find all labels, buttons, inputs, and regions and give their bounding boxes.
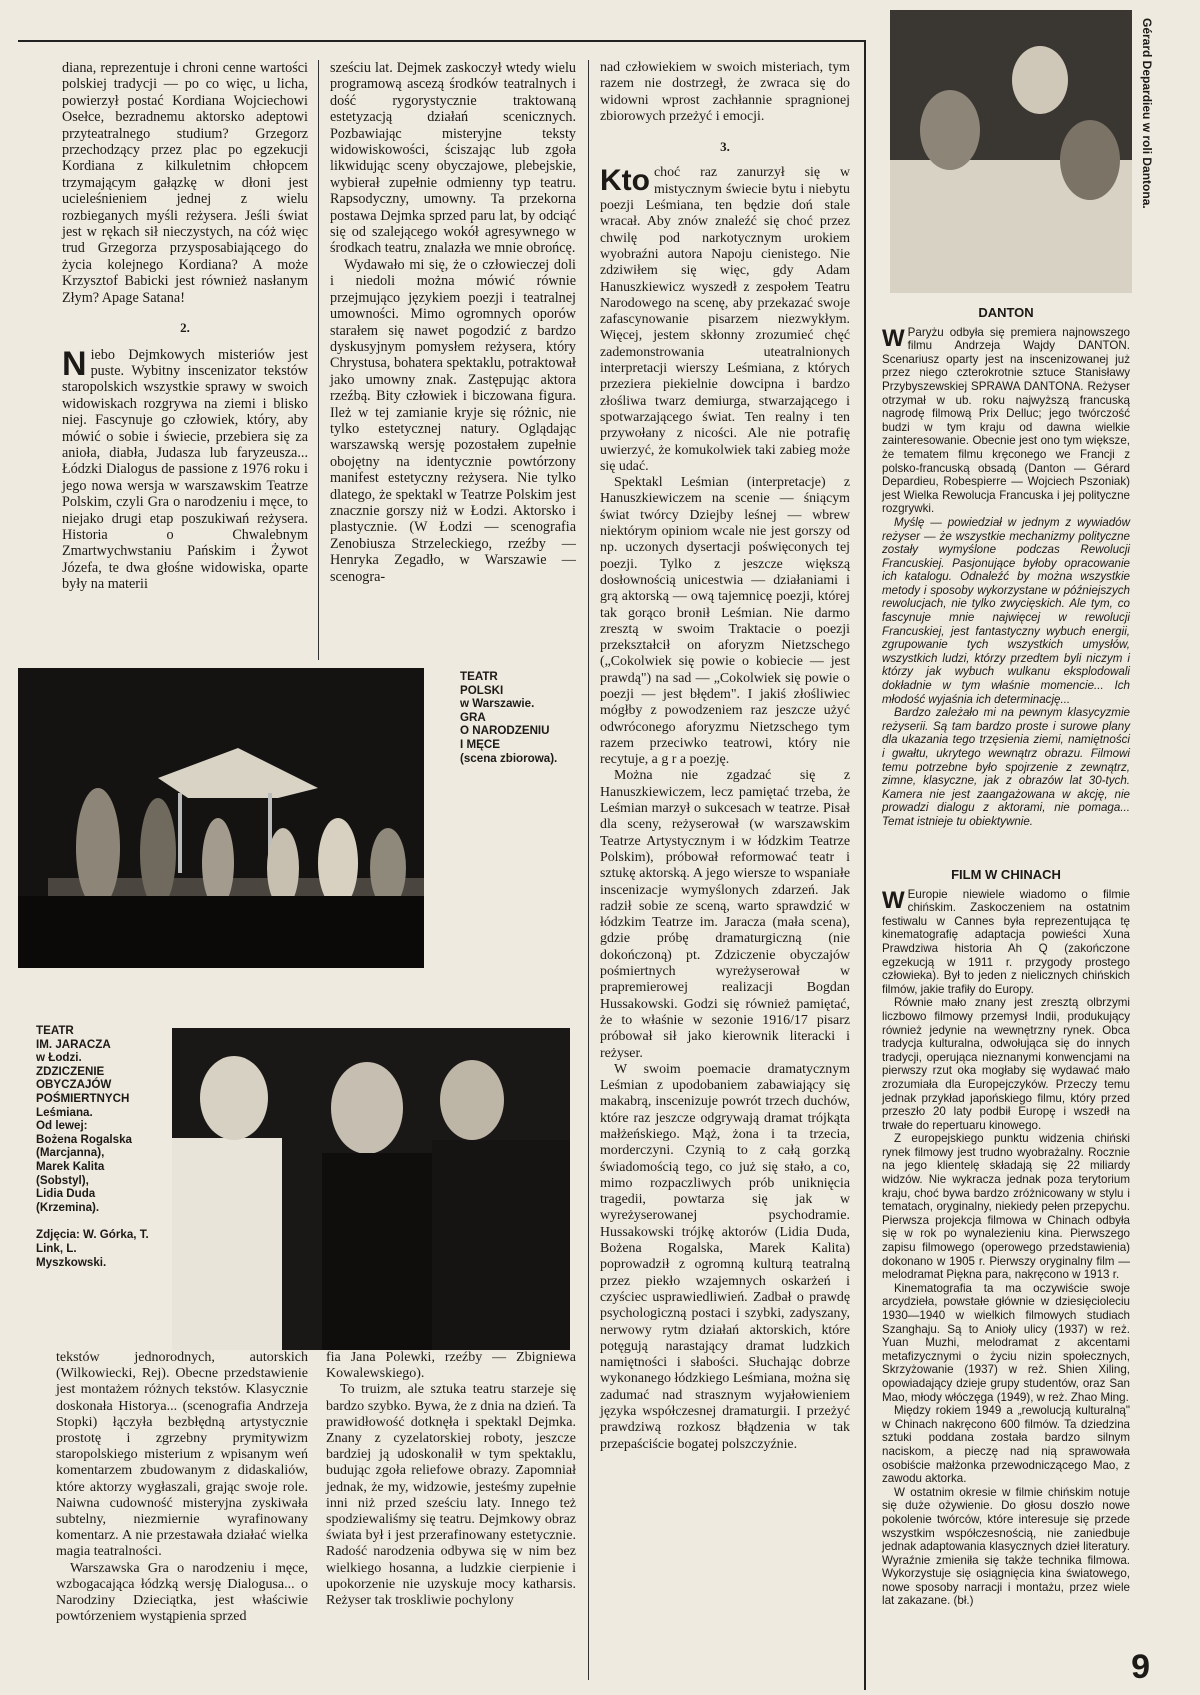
stage-photo-crowd-scene <box>18 668 424 968</box>
paragraph: Można nie zgadzać się z Hanuszkiewiczem, lecz pamiętać trzeba, że Leśmian marzył o sukcesach w teatrze. Pisał dla sceny, reżyserował (w warszawskim Teatrze Artystycznym i w łódzkim Teatrze Polskim), próbował reformować teatr i sztukę aktorską. A jego wiersze to wspaniałe inscenizacje wymyślonych zdarzeń. Jak radził sobie ze sceną, warto sprawdzić w łódzkim Teatrze im. Jaracza (mała scena), gdzie próbę dramaturgiczną (nie dokończoną) pt. Zdziczenie obyczajów pośmiertnych wyreżyserował w prapremierowej realizacji Bogdan Hussakowski. Godzi się również pamiętać, że to właśnie w sezonie 1916/17 pisarz próbował sił jako kierownik literacki i reżyser. <box>600 768 850 1061</box>
photo-credit: Myszkowski. <box>36 1255 107 1269</box>
drop-word: Kto <box>600 164 650 198</box>
actors-image <box>172 1028 570 1350</box>
caption-line: w Warszawie. <box>460 697 535 711</box>
article-column-1 <box>62 60 308 593</box>
paragraph: Bardzo zależało mi na pewnym klasycyzmie reżyserii. Są tam bardzo proste i surowe plany dla ukazania tego trzęsienia ziemi, namiętności i gwałtu, ukrytego wewnątrz obrazu. Filmowi temu potrzebne było spojrzenie z zewnątrz, zimne, klasyczne, jak z obrazów lat 30-tych. Kamera nie jest zaangażowana w akcję, nie prowadzi dialogu z aktorami, nie pomaga... Temat istnieje tu obiektywnie. <box>882 706 1130 828</box>
photo-vertical-caption: Gérard Depardieu w roli Dantona. <box>1140 18 1154 209</box>
caption-line: TEATR <box>36 1024 74 1037</box>
paragraph: Między rokiem 1949 a „rewolucją kulturalną" w Chinach nakręcono 600 filmów. Ta dziedzina sztuki poddana została bardzo silnym naciskom, a pieczę nad nią sprawowała osobiście małżonka przewodniczącego Mao, z zawodu aktorka. <box>882 1404 1130 1486</box>
drop-cap: N <box>62 344 87 383</box>
caption-line: TEATR <box>460 670 498 683</box>
paragraph: To truizm, ale sztuka teatru starzeje się bardzo szybko. Bywa, że z dnia na dzień. Ta prawidłowość dotknęła i spektakl Dejmka. Znany z cyzelatorskiej roboty, jeszcze bardziej ją udoskonalił w tym spektaklu, budując zgoła reliefowe obrazy. Zapomniał jednak, że my, widzowie, jesteśmy zupełnie inni niż przed sześciu laty. Innego też spodziewaliśmy się teatru. Dejmkowy obraz świata był i jest przerafinowany estetycznie. Radość narodzenia odbywa się w nim bez wielkiego hosanna, a ludzkie cierpienie i upokorzenie nie uzyskuje mocy katharsis. Reżyser tak troskliwie pochylony <box>326 1382 576 1609</box>
film-china-article <box>882 868 1130 1608</box>
drop-cap: W <box>882 886 905 914</box>
stage-photo-three-actors <box>172 1028 570 1350</box>
caption-line: (Marcjanna), <box>36 1146 105 1160</box>
article-column-2 <box>330 60 576 585</box>
photo-caption-teatr-jaracza <box>36 1024 161 1269</box>
paragraph: diana, reprezentuje i chroni cenne wartości polskiej tradycji — po co więc, u licha, powierzył postać Kordiana Wojciechowi Osełce, bezradnemu aktorsko adeptowi przyteatralnego studium? Grzegorz przechodzący przez plac po egzekucji Kordiana z kilkuletnim chłopcem trzymającym gałązkę w dłoni jest ucieleśnieniem jednej z wielu rozbieganych myśli reżysera. Jeśli świat jest w rękach sił nieczystych, na cóż więc trud Grzegorza przysposabiającego do życia kolejnego Kordiana? A może Krzysztof Babicki jest również nasłanym Złym? Apage Satana! <box>62 60 308 306</box>
stage-scene-image <box>18 668 424 968</box>
caption-line: Od lewej: <box>36 1119 88 1133</box>
article-column-3 <box>600 60 850 1453</box>
caption-line: Bożena Rogalska <box>36 1132 132 1146</box>
caption-line: OBYCZAJÓW <box>36 1078 112 1092</box>
paragraph: Kinematografia ta ma oczywiście swoje arcydzieła, powstałe głównie w dziesięcioleciu 1930—1940 w wielkich filmowych studiach Szanghaju. Są to Anioły ulicy (1937) w reż. Yuan Muzhi, melodramat z akcentami metafizycznymi o życiu nizin społecznych, Skrzyżowanie (1937) w reż. Shien Xiling, opowiadający dzieje grupy studentów, oraz San Mao, młody włóczęga (1949), w reż. Zhao Ming. <box>882 1281 1130 1404</box>
caption-line: (Krzemina). <box>36 1200 100 1214</box>
page-number: 9 <box>1131 1648 1150 1686</box>
section-number: 3. <box>720 139 730 155</box>
caption-line: (Sobstyl), <box>36 1173 89 1187</box>
caption-line: POLSKI <box>460 683 504 697</box>
photo-caption-teatr-polski <box>460 670 590 765</box>
caption-line: Marek Kalita <box>36 1159 105 1173</box>
paragraph: Spektakl Leśmian (interpretacje) z Hanuszkiewiczem na scenie — śniącym świat twórcy Dziejby leśnej — wbrew niektórym opiniom wcale nie jest gorszy od np. uczonych dysertacji poświęconych tej poezji. Tylko z jeszcze większą dosłownością unicestwia — działaniami i grą aktorską — ową tajemnicę poezji, której tak gorąco bronił Leśmian. Nie darmo zresztą w swoim Traktacie o poezji przekształcił on aforyzm Nietzschego („Cokolwiek się powie o kobiecie — jest prawdą") na sad — „Cokolwiek się powie o poezji — jest błędem". I jakiś złośliwiec mógłby z powodzeniem raz jeszcze użyć odwróconego aforyzmu Nietzschego tym razem przeciwko teatrowi, który nie recytuje, a g r a poezję. <box>600 475 850 768</box>
paragraph: Wydawało mi się, że o człowieczej doli i niedoli można mówić równie przejmująco językiem poezji i teatralnej umowności. Mimo ogromnych oporów starałem się nawet pogodzić z bardzo dyskusyjnym pomysłem reżysera, który Chrystusa, bohatera spektaklu, potraktował jako umowny znak. Zastępując aktora rzeźbą. Bity człowiek i biczowana figura. Ileż w tej zamianie kryje się różnic, nie tylko estetycznej natury. Oglądając warszawską wersję pozostałem zupełnie obojętny na identycznie powtórzony manifest estetyczny reżysera. Nie tylko dlatego, że spektakl w Teatrze Polskim jest znacznie gorszy niż w Łodzi. Aktorsko i plastycznie. (W Łodzi — scenografia Zenobiusza Strzeleckiego, rzeźby — Henryka Zegadło, w Warszawie — scenogra- <box>330 256 576 585</box>
paragraph: nad człowiekiem w swoich misteriach, tym razem nie dostrzegł, że zwraca się do widowni wprost zachłannie spragnionej zbiorowych przeżyć i emocji. <box>600 60 850 124</box>
paragraph: tekstów jednorodnych, autorskich (Wilkowiecki, Rej). Obecne przedstawienie jest montażem różnych tekstów. Klasycznie doskonała Historya... (scenografia Andrzeja Stopki) łączyła bezbłędną artystycznie prostotę i zgrzebny prymitywizm staropolskiego misterium z wpisanym weń komentarzem zbudowanym z didaskaliów, które aktorzy wygłaszali, grając swoje role. Naiwna cudowność misteryjna zyskiwała subtelny, niezmiernie wyrafinowany komentarz. A nie przestawała działać wielka magia teatralności. <box>56 1350 308 1560</box>
depardieu-image <box>890 10 1132 293</box>
paragraph: Paryżu odbyła się premiera najnowszego filmu Andrzeja Wajdy DANTON. Scenariusz oparty jest na inscenizowanej już przez niego czterokrotnie sztuce Stanisławy Przybyszewskiej SPRAWA DANTONA. Reżyser otrzymał w ub. roku najwyższą francuską nagrodę filmową Prix Delluc; jego twórczość budzi w tym kraju od dawna wielkie zainteresowanie. Obecnie jest ono tym większe, że tematem filmu kręconego we Francji z polsko-francuską obsadą (Danton — Gérard Depardieu, Robespierre — Wojciech Pszoniak) jest Wielka Rewolucja Francuska i jej polityczne rozgrywki. <box>882 325 1130 516</box>
paragraph: Z europejskiego punktu widzenia chiński rynek filmowy jest trudno wyobrażalny. Rocznie na jego klientelę składają się 22 miliardy widzów. Nie wykracza jednak poza terytorium kraju, choć bywa bardzo zróżnicowany w stylu i tematach, oryginalny, niekiedy pełen przepychu. Pierwsza projekcja filmowa w Chinach odbyła się w rok po wynalezieniu kina. Pierwszego zapisu filmowego (operowego przedstawienia) dokonano w 1905 r. Pierwszy oryginalny film — melodramat Piękna para, nakręcono w 1913 r. <box>882 1132 1130 1282</box>
caption-line: IM. JARACZA <box>36 1037 111 1051</box>
column-rule <box>318 60 319 660</box>
danton-photo <box>890 10 1132 293</box>
paragraph: Warszawska Gra o narodzeniu i męce, wzbogacająca łódzką wersję Dialogusa... o Narodziny Dzieciątka, jest właściwie powtórzeniem wystąpienia sprzed <box>56 1560 308 1625</box>
caption-line: GRA <box>460 710 486 724</box>
drop-cap: W <box>882 324 905 352</box>
film-china-heading: FILM W CHINACH <box>951 867 1061 882</box>
caption-line: w Łodzi. <box>36 1051 82 1065</box>
caption-line: ZDZICZENIE <box>36 1064 105 1078</box>
photo-credit: Zdjęcia: W. Górka, T. Link, L. <box>36 1228 149 1255</box>
caption-line: POŚMIERTNYCH <box>36 1091 130 1105</box>
column-rule <box>588 60 589 1680</box>
danton-heading: DANTON <box>978 305 1034 320</box>
article-bottom-left <box>56 1350 308 1625</box>
paragraph: fia Jana Polewki, rzeźby — Zbigniewa Kowalewskiego). <box>326 1350 576 1382</box>
danton-article <box>882 306 1130 829</box>
caption-line: I MĘCE <box>460 737 500 751</box>
paragraph: choć raz zanurzył się w mistycznym świecie bytu i niebytu poezji Leśmiana, ten będzie doń stale wracał. Aby znów znaleźć się choć przez chwilę pod narkotycznym urokiem wyobraźni autora Napoju cienistego. Nie zdziwiłem się więc, gdy Adam Hanuszkiewicz wyszedł z zespołem Teatru Narodowego na scenę, aby przekazać swoje zafascynowanie pisarzem niezwykłym. Więcej, jestem skłonny zrozumieć chęć zademonstrowania uteatralnionych interpretacji wierszy Leśmiana, z których przeziera piekielnie dowcipna i bardzo złośliwa twarz demiurga, stwarzającego i spotwarzającego świat. Ten realny i ten przywołany z nicości. Ale nie potrafię uwierzyć, że komukolwiek taki zabieg może się udać. <box>600 165 850 474</box>
paragraph: sześciu lat. Dejmek zaskoczył wtedy wielu programową ascezą środków teatralnych i dość rygorystycznie traktowaną estetyzacją działań scenicznych. Pozbawiając misteryjne teksty widowiskowości, ściszając lub zgoła likwidując sceny obyczajowe, plebejskie, wybierał zupełnie odmienny typ teatru. Rapsodyczny, umowny. Ta przekorna postawa Dejmka sprzed paru lat, by odciąć się od szalejącego wokół agresywnego w środkach teatru, znalazła we mnie obrońcę. <box>330 60 576 257</box>
caption-line: O NARODZENIU <box>460 724 550 738</box>
caption-line: Lidia Duda <box>36 1187 96 1201</box>
caption-line: Leśmiana. <box>36 1105 93 1119</box>
paragraph: W swoim poemacie dramatycznym Leśmian z upodobaniem zabawiający się makabrą, inscenizuje powrót trzech duchów, które raz jeszcze odgrywają dramat trójkąta małżeńskiego. Mąż, żona i ta trzecia, morderczyni. Czynią to z całą gorzką świadomością tego, co już się stało, a co, mimo rozpaczliwych prób uniknięcia tragedii, powtarza się jak w wyreżyserowanej psychodramie. Hussakowski trójkę aktorów (Lidia Duda, Bożena Rogalska, Marek Kalita) poprowadził z ogromną kulturą teatralną przez piekło wzajemnych oskarżeń i czyściec usprawiedliwień. Zadbał o prawdę psychologiczną postaci i szybki, zadyszany, nerwowy rytm działań aktorskich, które potęgują narastający dramat ludzkich namiętności i słabości. Słuchając dobrze wykonanego łódzkiego Leśmiana, można się zadumać nad strasznym wyjałowieniem języka współczesnej dramaturgii. I przeżyć prawdziwą rozkosz błądzenia w tak przepaściście bogatej polszczyźnie. <box>600 1061 850 1452</box>
article-bottom-middle <box>326 1350 576 1609</box>
paragraph: iebo Dejmkowych misteriów jest puste. Wybitny inscenizator tekstów staropolskich wszystkie sprawy w swoich widowiskach rozgrywa na ziemi i blisko niej. Fascynuje go człowiek, który, aby mówić o sobie i świecie, przebiera się za anioła, diabła, Judasza lub faryzeusza... Łódzki Dialogus de passione z 1976 roku i jego nowa wersja w warszawskim Teatrze Polskim, czyli Gra o narodzeniu i męce, to niejako drugi etap poszukiwań reżysera. Historia o Chwalebnym Zmartwychwstaniu Pańskim i Żywot Józefa, te dwa głośne widowiska, oparte były na materii <box>62 346 308 593</box>
paragraph: Europie niewiele wiadomo o filmie chińskim. Zaskoczeniem na ostatnim festiwalu w Cannes była reprezentująca tę kinematografię adaptacja powieści Xuna Prawdziwa historia Ah Q (zakończone egzekucją w 1911 r. przygody prostego człowieka). Był to jeden z nielicznych chińskich filmów, jakie trafiły do Europy. <box>882 887 1130 996</box>
paragraph: Równie mało znany jest zresztą olbrzymi liczbowo filmowy przemysł Indii, produkujący również jedynie na wewnętrzny rynek. Obca tradycja kulturalna, odwołująca się do innych tradycji, operująca nieznanymi konwencjami na pierwszy rzut oka mogłaby się wydawać mało zrozumiała dla Europejczyków. Przeczy temu jednak przykład japońskiego filmu, który przed przeszło 20 laty podbił Europę i wszedł na trwałe do repertuaru kinowego. <box>882 996 1130 1132</box>
paragraph: W ostatnim okresie w filmie chińskim notuje się duże ożywienie. Do głosu doszło nowe pokolenie twórców, które interesuje się przede wszystkim współczesnością, nie zaniedbuje jednak adaptowania klasycznych dzieł literatury. Wyraźnie zmieniła się także technika filmowa. Wykorzystuje się osiągnięcia kina światowego, nowe sposoby narracji i montażu, przez wiele lat zakazane. (bł.) <box>882 1485 1130 1608</box>
caption-line: (scena zbiorowa). <box>460 751 558 765</box>
section-number: 2. <box>180 320 190 336</box>
paragraph: Myślę — powiedział w jednym z wywiadów reżyser — że wszystkie mechanizmy polityczne zostały wymyślone podczas Rewolucji Francuskiej. Pasjonujące byłoby opracowanie ich katalogu. Odnaleźć by można wszystkie metody i sposoby wykorzystane w późniejszych rewolucjach, nie tylko zwycięskich. Ale tym, co fascynuje mnie najwięcej w rewolucji Francuskiej, jest fantastyczny wybuch energii, zgrupowanie tych wszystkich umysłów, wszystkich ludzi, którzy przedtem byli niczym i którzy jak wybuch wulkanu eksplodowali dokładnie w tym właśnie momencie... Ich młodość wyjaśnia ich determinację... <box>882 515 1130 706</box>
